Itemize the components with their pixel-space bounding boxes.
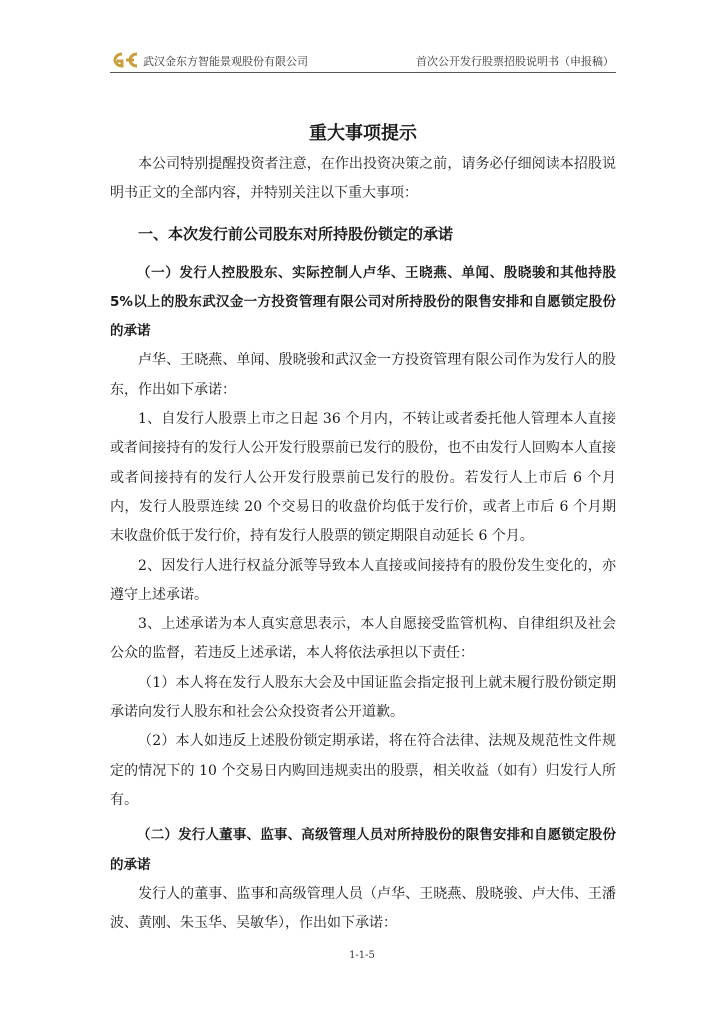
page-body [110,118,616,938]
paragraph: 卢华、王晓燕、单闻、殷晓骏和武汉金一方投资管理有限公司作为发行人的股东，作出如下承诺： [110,352,616,398]
section-heading: 一、本次发行前公司股东对所持股份锁定的承诺 [138,224,454,243]
document-title: 首次公开发行股票招股说明书（申报稿） [416,55,614,68]
paragraph: 发行人的董事、监事和高级管理人员（卢华、王晓燕、殷晓骏、卢大伟、王潘波、黄刚、朱玉华、吴敏华），作出如下承诺： [110,885,616,932]
subsection-heading: （一）发行人控股股东、实际控制人卢华、王晓燕、单闻、殷晓骏和其他持股 5%以上的股东武汉金一方投资管理有限公司对所持股份的限售安排和自愿锁定股份的承诺 [110,264,616,340]
intro-paragraph: 本公司特别提醒投资者注意，在作出投资决策之前，请务必仔细阅读本招股说明书正文的全部内容，并特别关注以下重大事项： [110,156,616,202]
page-header [110,50,616,73]
page-title: 重大事项提示 [309,123,417,144]
paragraph: （1）本人将在发行人股东大会及中国证监会指定报刊上就未履行股份锁定期承诺向发行人股东和社会公众投资者公开道歉。 [110,674,616,721]
company-name: 武汉金东方智能景观股份有限公司 [143,55,308,68]
paragraph: 3、上述承诺为本人真实意思表示，本人自愿接受监管机构、自律组织及社会公众的监督，若违反上述承诺，本人将依法承担以下责任： [110,616,616,662]
subsection-heading: （二）发行人董事、监事、高级管理人员对所持股份的限售安排和自愿锁定股份的承诺 [110,827,616,873]
paragraph: 1、自发行人股票上市之日起 36 个月内，不转让或者委托他人管理本人直接或者间接持有的发行人公开发行股票前已发行的股份，也不由发行人回购本人直接或者间接持有的发行人公开发行股票前已发行的股份。若发行人上市后 6 个月内，发行人股票连续 20 个交易日的收盘价均低于发行价，或者上市后 6 个月期末收盘价低于发行价，持有发行人股票的锁定期限自动延长 6 个月。 [110,411,616,545]
company-logo-icon [110,52,140,68]
paragraph: 2、因发行人进行权益分派等导致本人直接或间接持有的股份发生变化的，亦遵守上述承诺。 [110,557,616,603]
paragraph: （2）本人如违反上述股份锁定期承诺，将在符合法律、法规及规范性文件规定的情况下的 10 个交易日内购回违规卖出的股票，相关收益（如有）归发行人所有。 [110,733,616,808]
page-number: 1-1-5 [349,950,375,961]
